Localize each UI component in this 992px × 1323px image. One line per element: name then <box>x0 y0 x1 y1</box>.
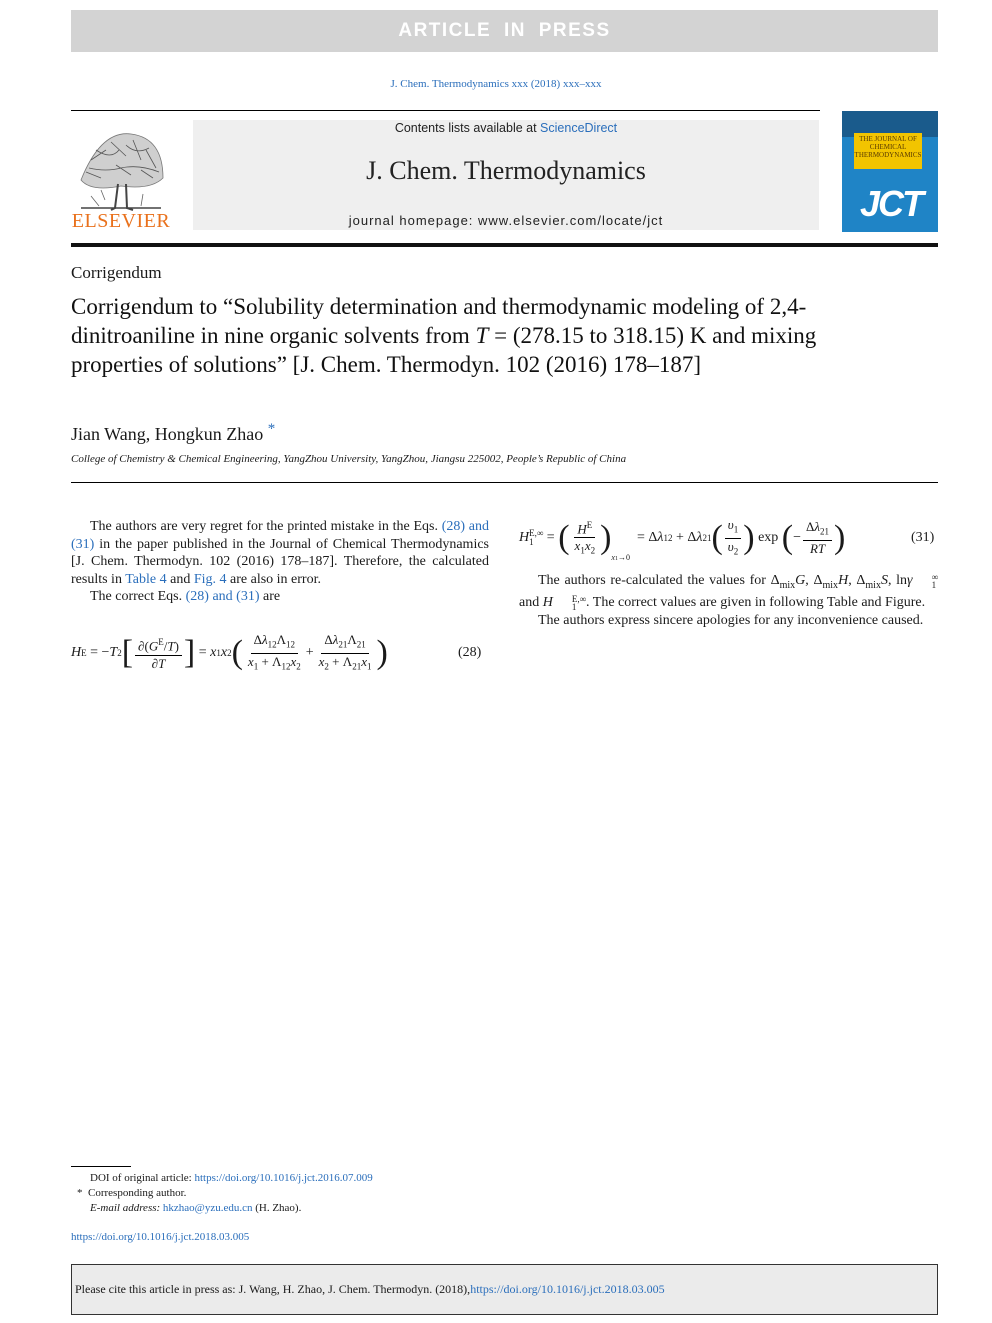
correct-eq-link[interactable]: (28) and (31) <box>185 589 260 604</box>
equation-31-number: (31) <box>911 530 935 545</box>
contents-available-line <box>193 121 819 135</box>
homepage-url[interactable]: www.elsevier.com/locate/jct <box>478 213 664 228</box>
paragraph-4: The authors express sincere apologies for any inconvenience caused. <box>538 612 924 628</box>
email-suffix: (H. Zhao). <box>252 1202 302 1214</box>
corresponding-text: Corresponding author. <box>88 1187 187 1199</box>
original-doi-footnote <box>71 1171 373 1186</box>
elsevier-wordmark: ELSEVIER <box>71 210 171 232</box>
email-label: E-mail address: <box>90 1202 163 1214</box>
email-link[interactable]: hkzhao@yzu.edu.cn <box>162 1202 253 1214</box>
journal-cover-thumbnail[interactable] <box>842 111 938 232</box>
corresponding-footnote <box>71 1186 373 1201</box>
sciencedirect-link[interactable]: ScienceDirect <box>540 121 618 135</box>
fig-4-link[interactable]: Fig. 4 <box>193 571 227 587</box>
p1-text-d: are also in error. <box>226 571 321 587</box>
cite-this-article-box <box>71 1264 938 1315</box>
cover-journal-label: THE JOURNAL OF CHEMICAL THERMODYNAMICS <box>854 133 922 169</box>
paragraph-3: The authors re-calculated the values for $\Delta_{mix}G$, $\Delta_{mix}H$, $\Delta_{mix}S$, lnγ ∞ 1 and H E,∞ 1 . The correct values are given in following Table and Figure. <box>519 571 938 613</box>
corresponding-author-link[interactable]: * <box>267 421 276 437</box>
footnotes <box>71 1171 373 1216</box>
doi-label: DOI of original article: <box>90 1172 195 1184</box>
title-temperature-var: T <box>475 323 489 348</box>
equation-31: H E,∞ 1 = ( $\frac{H^E}{x_1x_2}$ ) x1→0 = Δ λ 12 + Δ λ 21 ( $\frac{\upsilon_1}{\upsilon_2}$ ) exp ( − $\frac{\Delta\lambda_{21}}{RT}$ ) <box>519 516 846 562</box>
footnote-rule <box>71 1166 131 1167</box>
header-divider <box>71 110 820 111</box>
p1-text-c: and <box>166 571 194 587</box>
article-doi-link[interactable]: https://doi.org/10.1016/j.jct.2018.03.005 <box>71 1231 250 1243</box>
title-part-1: Corrigendum to “Solubility determination and thermodynamic modeling of 2,4-dinitroaniline in nine organic solvents from <box>71 294 807 348</box>
paragraph-1 <box>71 518 489 588</box>
right-column <box>519 572 938 629</box>
equation-28: H E = − T 2 [ $\frac{\partial(G^E/T)}{\partial T}$ ] = x 1 x 2 ( $\frac{\Delta\lambda_{12}\Lambda_{12}}{x_1 + \Lambda_{12}x_2}$ + $\frac{\Delta\lambda_{21}\Lambda_{21}}{x_2 + \Lambda_{21}x_1}$ ) <box>71 631 388 672</box>
author-affiliation: College of Chemistry & Chemical Engineering, YangZhou University, YangZhou, Jiangsu 225002, People’s Republic of China <box>71 453 627 465</box>
cite-text: Please cite this article in press as: J. Wang, H. Zhao, J. Chem. Thermodyn. (2018), <box>75 1282 471 1296</box>
p1-text-b: in the paper published in the Journal of Chemical Thermodynamics [J. Chem. Thermodyn. 102 (2016) 178–187]. Therefore, the calculated results in <box>71 536 489 587</box>
paragraph-2 <box>71 588 489 606</box>
journal-homepage-line <box>193 213 819 228</box>
homepage-prefix: journal homepage: <box>348 213 479 228</box>
p2-text-b: are <box>259 589 281 604</box>
title-part-2: = (278.15 to 318.15) K and mixing properties of solutions” [J. Chem. Thermodyn. 102 (2016) 178–187] <box>71 323 817 377</box>
author-list <box>71 421 275 445</box>
eq-28-31-link[interactable]: (28) and (31) <box>71 519 489 552</box>
article-type-label: Corrigendum <box>71 263 162 282</box>
left-column <box>71 518 489 606</box>
header-thick-rule <box>71 243 938 247</box>
table-4-link[interactable]: Table 4 <box>125 571 167 587</box>
section-divider <box>71 482 938 483</box>
original-doi-link[interactable]: https://doi.org/10.1016/j.jct.2016.07.009 <box>194 1172 373 1184</box>
journal-title: J. Chem. Thermodynamics <box>366 156 646 185</box>
p3-text-b: and <box>519 595 543 611</box>
p3-text-c: . The correct values are given in following Table and Figure. <box>586 595 926 611</box>
p1-text-a: The authors are very regret for the printed mistake in the Eqs. <box>90 519 442 534</box>
author-names: Jian Wang, Hongkun Zhao <box>71 424 264 444</box>
equation-28-number: (28) <box>458 645 482 660</box>
corresponding-mark: * <box>77 1187 83 1199</box>
cite-doi-link[interactable]: https://doi.org/10.1016/j.jct.2018.03.005 <box>470 1282 665 1296</box>
p3-text-a: The authors re-calculated the values for Δ <box>538 573 780 588</box>
journal-citation-header[interactable]: J. Chem. Thermodynamics xxx (2018) xxx–xxx <box>390 78 602 90</box>
email-footnote <box>71 1201 373 1216</box>
contents-prefix: Contents lists available at <box>394 121 541 135</box>
article-title <box>71 292 831 379</box>
cover-jct-logo: JCT <box>860 183 923 224</box>
article-in-press-banner: ARTICLE IN PRESS <box>71 10 938 52</box>
p2-text-a: The correct Eqs. <box>90 589 186 604</box>
